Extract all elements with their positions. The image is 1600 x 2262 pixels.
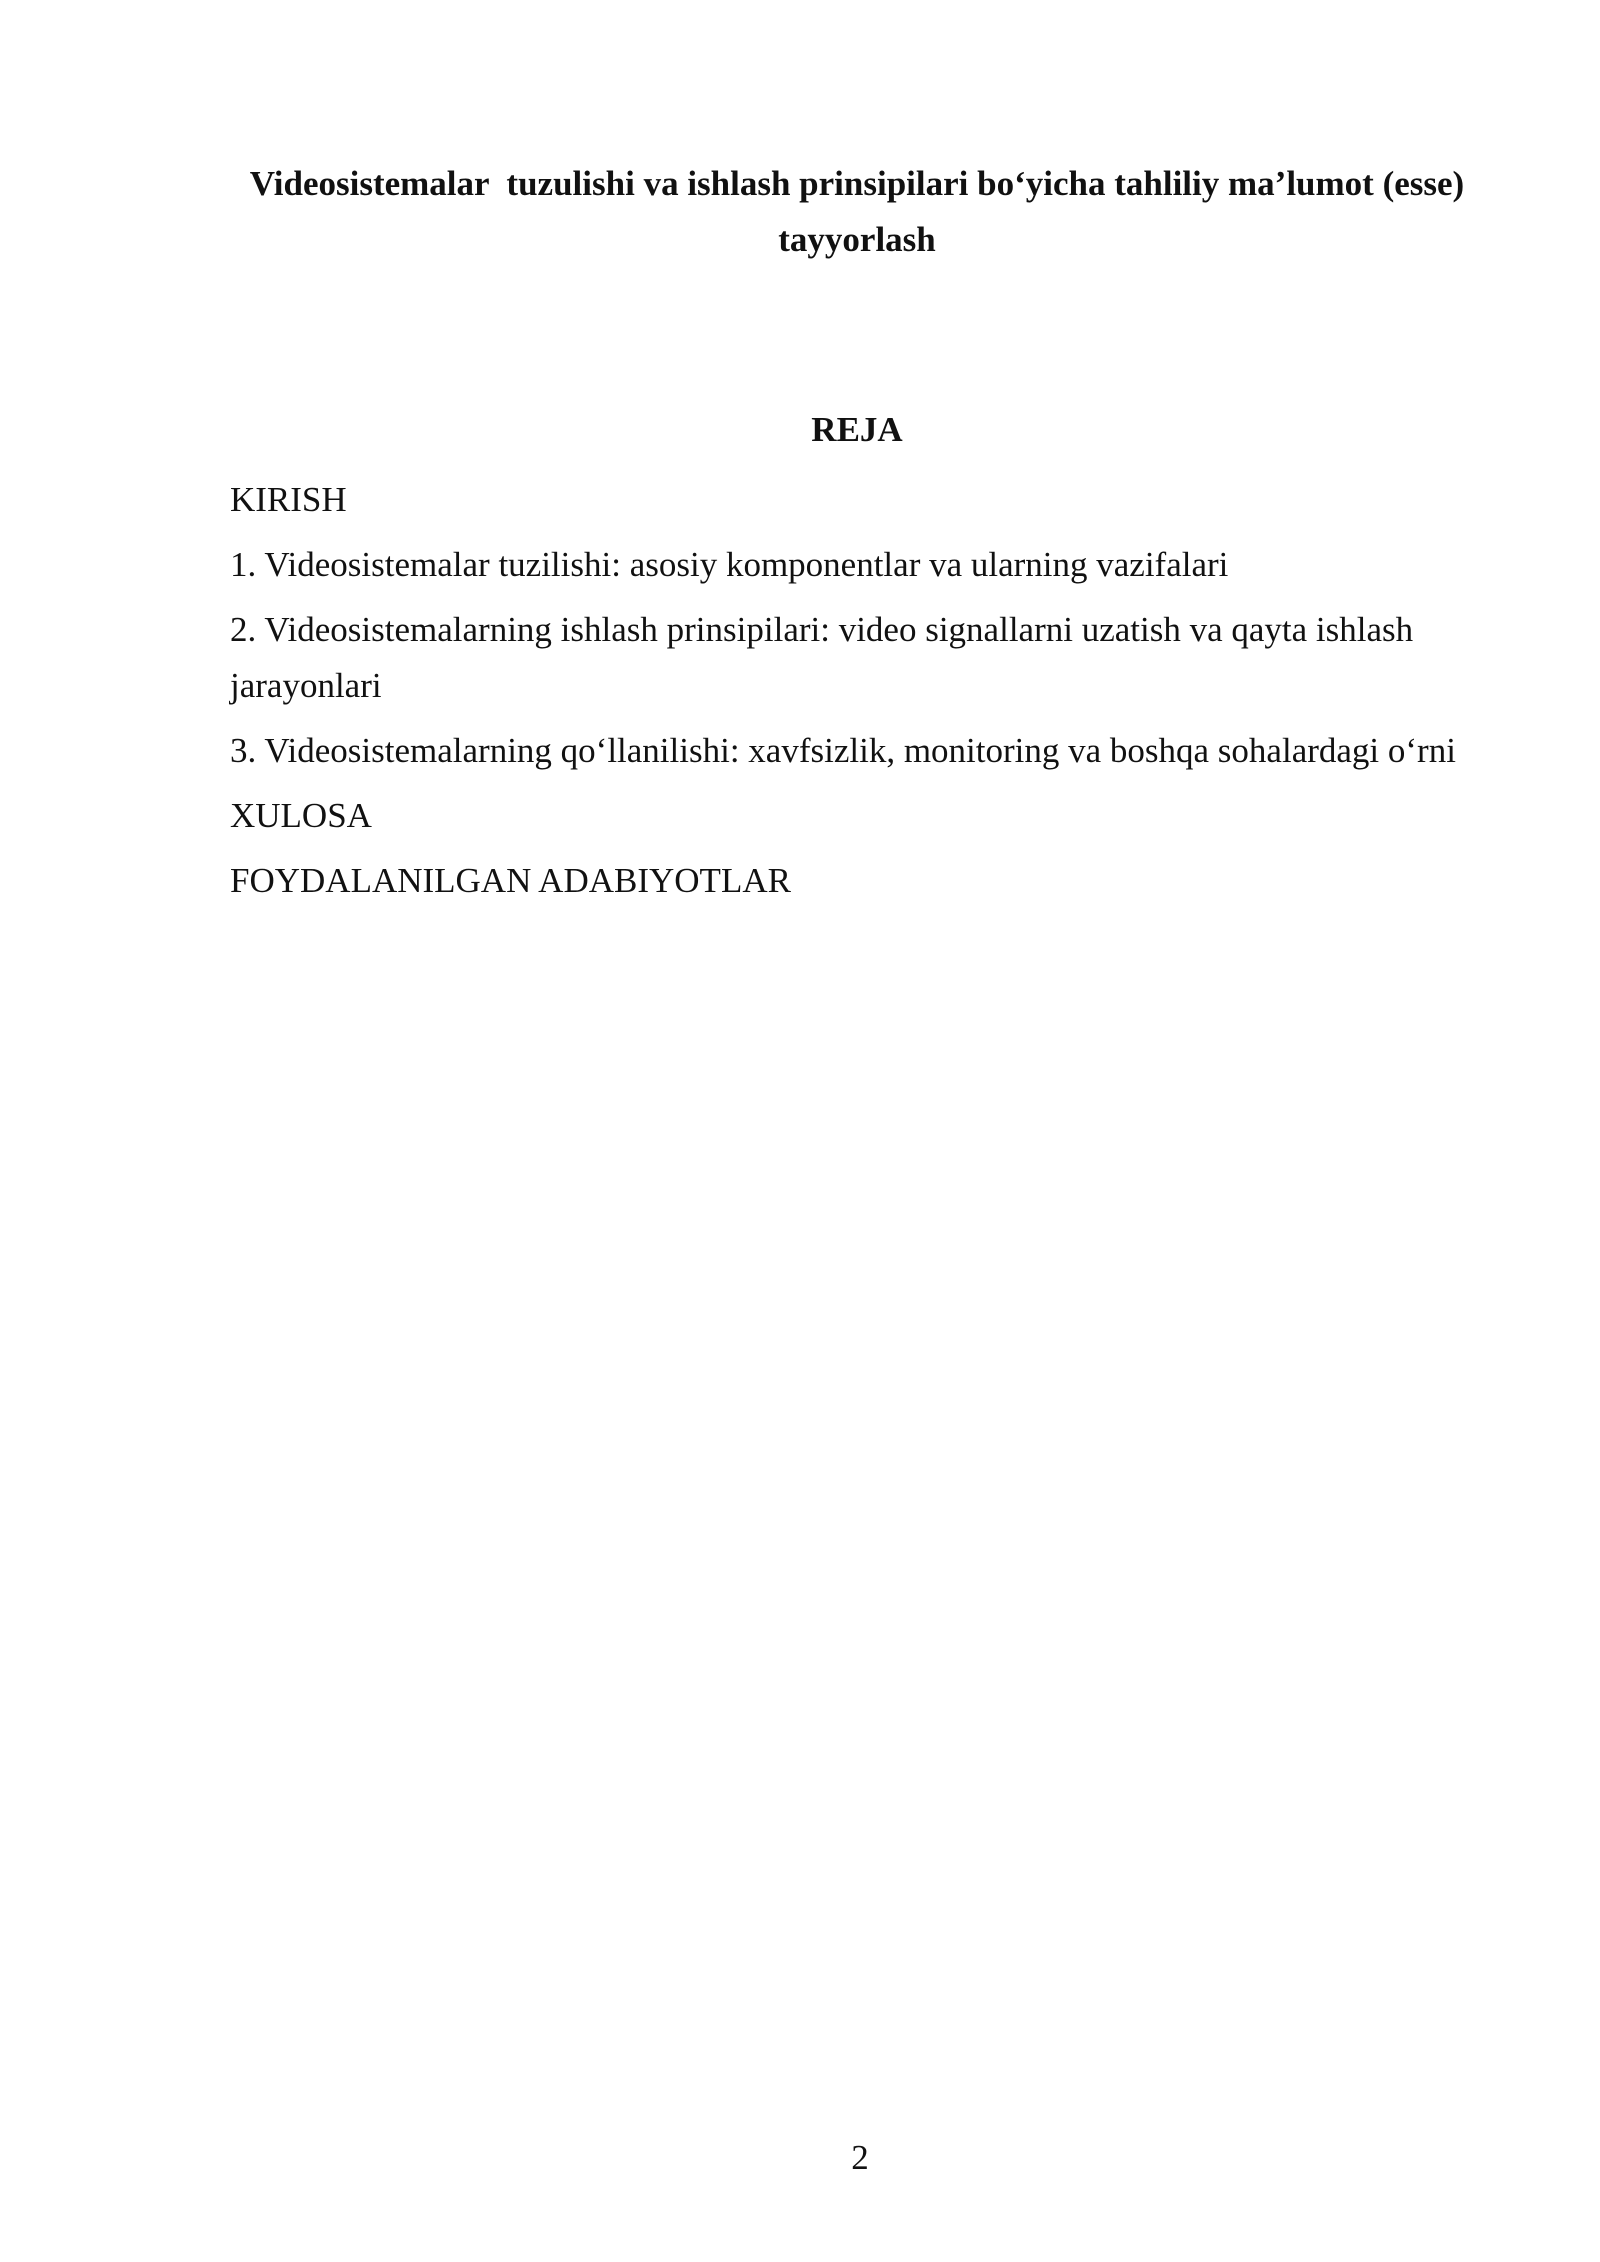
document-title: Videosistemalar tuzulishi va ishlash prinsipilari bo‘yicha tahliliy ma’lumot (esse) tayyorlash [249, 164, 1473, 259]
plan-item-conclusion: XULOSA [230, 796, 372, 835]
page-number: 2 [851, 2138, 869, 2177]
plan-item-2: 2. Videosistemalarning ishlash prinsipilari: video signallarni uzatish va qayta ishlash jarayonlari [230, 610, 1414, 705]
plan-item-1: 1. Videosistemalar tuzilishi: asosiy komponentlar va ularning vazifalari [230, 545, 1229, 584]
plan-item-3: 3. Videosistemalarning qo‘llanilishi: xavfsizlik, monitoring va boshqa sohalardagi o‘rni [230, 731, 1456, 770]
plan-list [230, 472, 1486, 918]
plan-item-references: FOYDALANILGAN ADABIYOTLAR [230, 861, 791, 900]
plan-item-introduction: KIRISH [230, 480, 347, 519]
plan-heading: REJA [811, 410, 903, 449]
